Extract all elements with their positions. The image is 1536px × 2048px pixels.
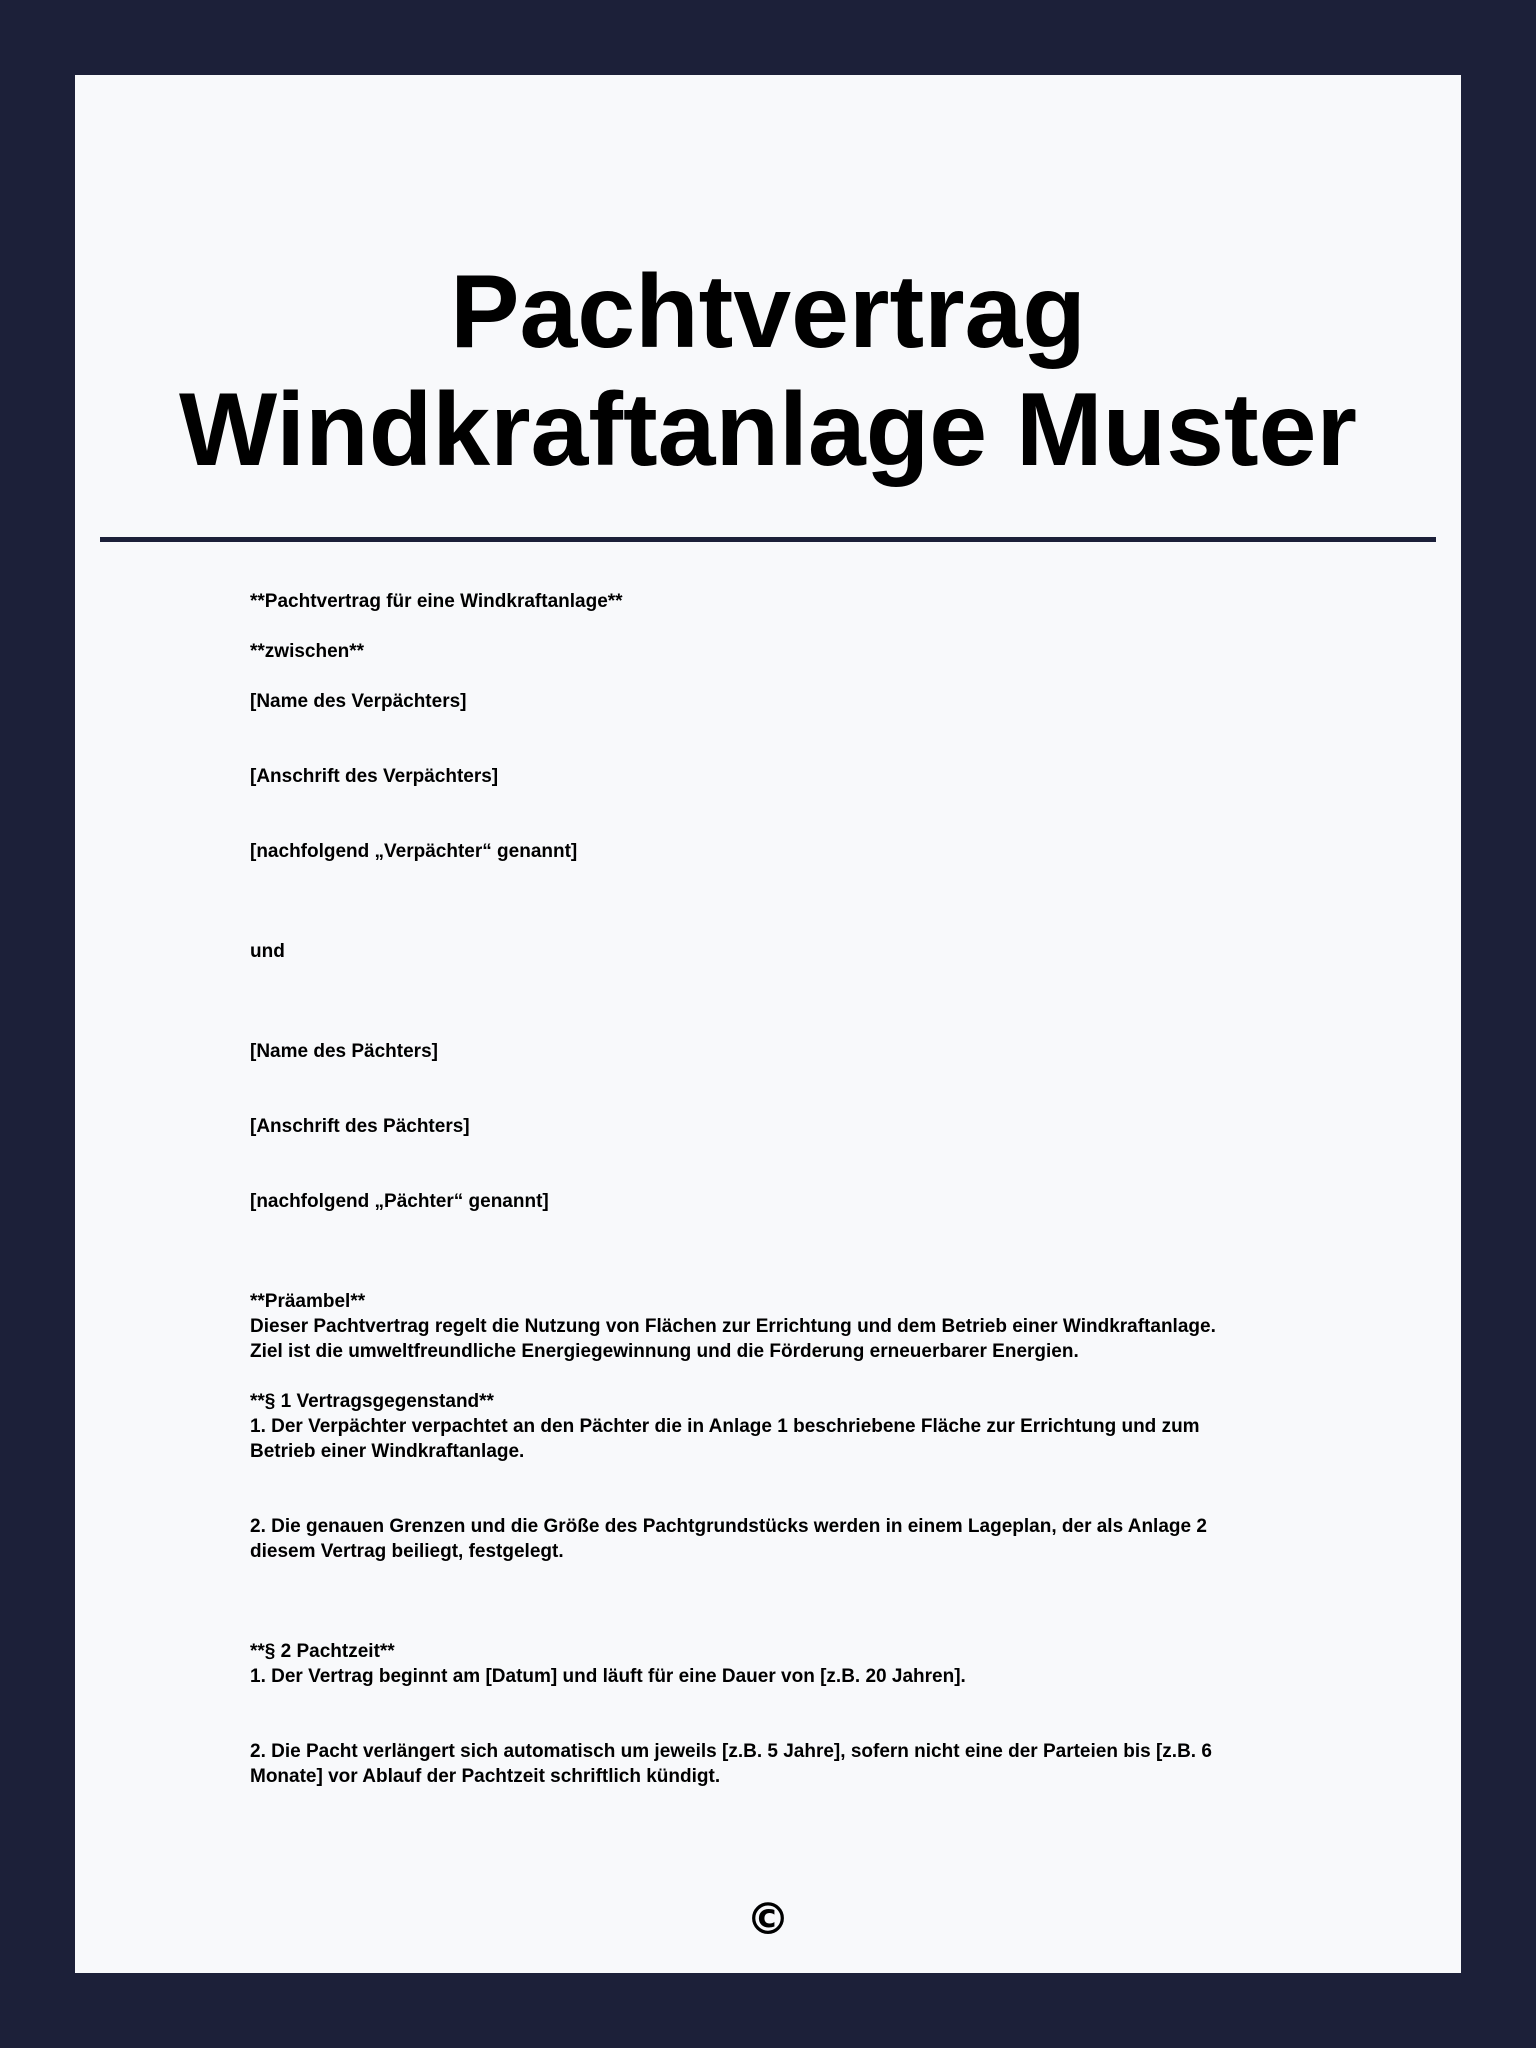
- document-line: und: [250, 941, 285, 962]
- document-line: [Anschrift des Verpächters]: [250, 766, 499, 787]
- document-body: [250, 589, 1360, 1789]
- blank-line: [250, 964, 1360, 989]
- blank-line: [250, 1264, 1360, 1289]
- blank-line: [250, 1014, 1360, 1039]
- document-line: **§ 1 Vertragsgegenstand**: [250, 1391, 494, 1412]
- blank-line: [250, 864, 1360, 889]
- document-line: **zwischen**: [250, 641, 365, 662]
- blank-line: [250, 1714, 1360, 1739]
- blank-line: [250, 1464, 1360, 1489]
- document-line: **Präambel**: [250, 1291, 366, 1312]
- document-line: 2. Die Pacht verlängert sich automatisch um jeweils [z.B. 5 Jahre], sofern nicht eine der Parteien bis [z.B. 6: [250, 1741, 1212, 1762]
- title-divider: [100, 537, 1436, 542]
- document-line: Monate] vor Ablauf der Pachtzeit schriftlich kündigt.: [250, 1766, 721, 1787]
- blank-line: [250, 814, 1360, 839]
- document-line: **Pachtvertrag für eine Windkraftanlage**: [250, 591, 623, 612]
- title-line-2: Windkraftanlage Muster: [179, 372, 1357, 488]
- title-line-1: Pachtvertrag: [450, 254, 1086, 370]
- blank-line: [250, 739, 1360, 764]
- blank-line: [250, 1139, 1360, 1164]
- blank-line: [250, 914, 1360, 939]
- blank-line: [250, 1689, 1360, 1714]
- blank-line: [250, 789, 1360, 814]
- document-line: Betrieb einer Windkraftanlage.: [250, 1441, 525, 1462]
- blank-line: [250, 614, 1360, 639]
- document-line: diesem Vertrag beiliegt, festgelegt.: [250, 1541, 564, 1562]
- document-page: [75, 75, 1461, 1973]
- blank-line: [250, 664, 1360, 689]
- blank-line: [250, 1064, 1360, 1089]
- document-line: 1. Der Vertrag beginnt am [Datum] und läuft für eine Dauer von [z.B. 20 Jahren].: [250, 1666, 966, 1687]
- blank-line: [250, 889, 1360, 914]
- blank-line: [250, 1364, 1360, 1389]
- document-line: [Anschrift des Pächters]: [250, 1116, 470, 1137]
- blank-line: [250, 1089, 1360, 1114]
- document-line: [nachfolgend „Verpächter“ genannt]: [250, 841, 578, 862]
- document-line: **§ 2 Pachtzeit**: [250, 1641, 395, 1662]
- document-line: [nachfolgend „Pächter“ genannt]: [250, 1191, 549, 1212]
- document-line: 2. Die genauen Grenzen und die Größe des Pachtgrundstücks werden in einem Lageplan, der als Anlage 2: [250, 1516, 1207, 1537]
- blank-line: [250, 1614, 1360, 1639]
- document-line: Dieser Pachtvertrag regelt die Nutzung von Flächen zur Errichtung und dem Betrieb einer Windkraftanlage.: [250, 1316, 1216, 1337]
- copyright-icon: ©: [746, 1894, 790, 1945]
- page-title: [75, 253, 1461, 489]
- blank-line: [250, 1589, 1360, 1614]
- blank-line: [250, 989, 1360, 1014]
- blank-line: [250, 1164, 1360, 1189]
- blank-line: [250, 1489, 1360, 1514]
- document-line: Ziel ist die umweltfreundliche Energiegewinnung und die Förderung erneuerbarer Energien.: [250, 1341, 1079, 1362]
- blank-line: [250, 714, 1360, 739]
- document-line: [Name des Verpächters]: [250, 691, 467, 712]
- blank-line: [250, 1214, 1360, 1239]
- blank-line: [250, 1564, 1360, 1589]
- document-line: 1. Der Verpächter verpachtet an den Pächter die in Anlage 1 beschriebene Fläche zur Errichtung und zum: [250, 1416, 1200, 1437]
- blank-line: [250, 1239, 1360, 1264]
- document-line: [Name des Pächters]: [250, 1041, 438, 1062]
